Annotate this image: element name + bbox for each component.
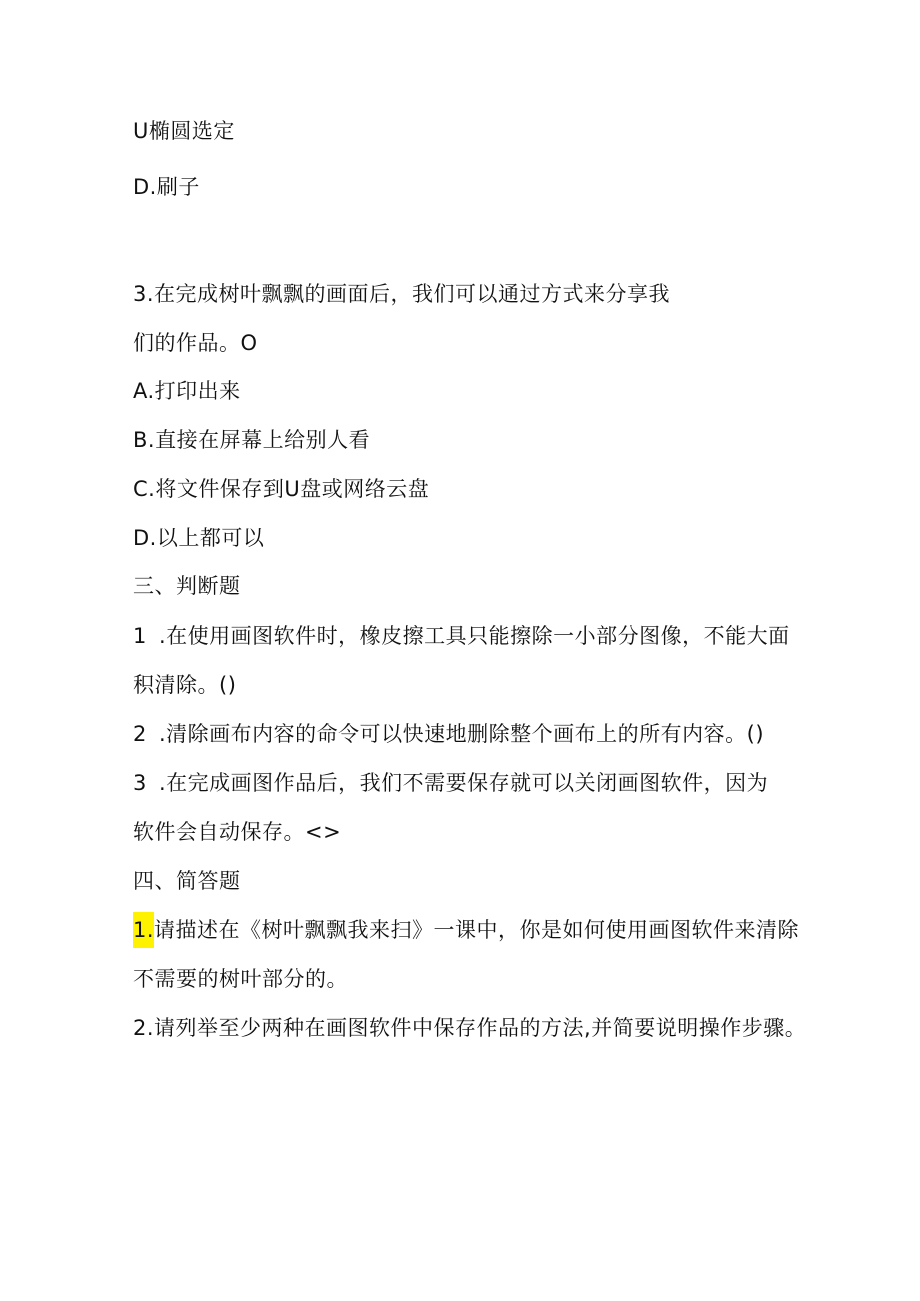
q3-option-c: C.将文件保存到U盘或网络云盘 xyxy=(133,477,430,501)
short-answer-item-1-number: 1. xyxy=(133,912,154,948)
judge-item-1-number: 1 xyxy=(133,624,147,648)
judge-item-3-number: 3 xyxy=(133,771,147,795)
judge-item-1-text: .在使用画图软件时，橡皮擦工具只能擦除一小部分图像，不能大面 xyxy=(159,624,790,648)
judge-item-3-line1 xyxy=(133,769,768,797)
judge-item-2-text: .清除画布内容的命令可以快速地删除整个画布上的所有内容。() xyxy=(159,722,765,746)
judge-item-3-text: .在完成画图作品后，我们不需要保存就可以关闭画图软件，因为 xyxy=(159,771,769,795)
section4-heading: 四、简答题 xyxy=(133,869,241,893)
judge-item-2-number: 2 xyxy=(133,722,147,746)
q2-option-c: U椭圆选定 xyxy=(133,119,235,143)
q3-option-d: D.以上都可以 xyxy=(133,526,265,550)
judge-item-1-line2: 积清除。() xyxy=(133,673,237,697)
judge-item-1-line1 xyxy=(133,622,790,650)
q2-option-d: D.刷子 xyxy=(133,175,200,199)
judge-item-3-line2: 软件会自动保存。<> xyxy=(133,820,342,844)
section3-heading: 三、判断题 xyxy=(133,574,241,598)
short-answer-item-1-line1 xyxy=(133,916,799,948)
q3-option-a: A.打印出来 xyxy=(133,379,241,403)
short-answer-item-1-text: 请描述在《树叶飘飘我来扫》一课中，你是如何使用画图软件来清除 xyxy=(154,918,800,942)
short-answer-item-1-line2: 不需要的树叶部分的。 xyxy=(133,967,348,991)
q3-stem-line1: 3.在完成树叶飘飘的画面后，我们可以通过方式来分享我 xyxy=(133,282,671,306)
short-answer-item-2: 2.请列举至少两种在画图软件中保存作品的方法,并简要说明操作步骤。 xyxy=(133,1016,807,1040)
q3-stem-line2: 们的作品。O xyxy=(133,331,258,355)
q3-option-b: B.直接在屏幕上给别人看 xyxy=(133,428,371,452)
judge-item-2-line1 xyxy=(133,720,764,748)
